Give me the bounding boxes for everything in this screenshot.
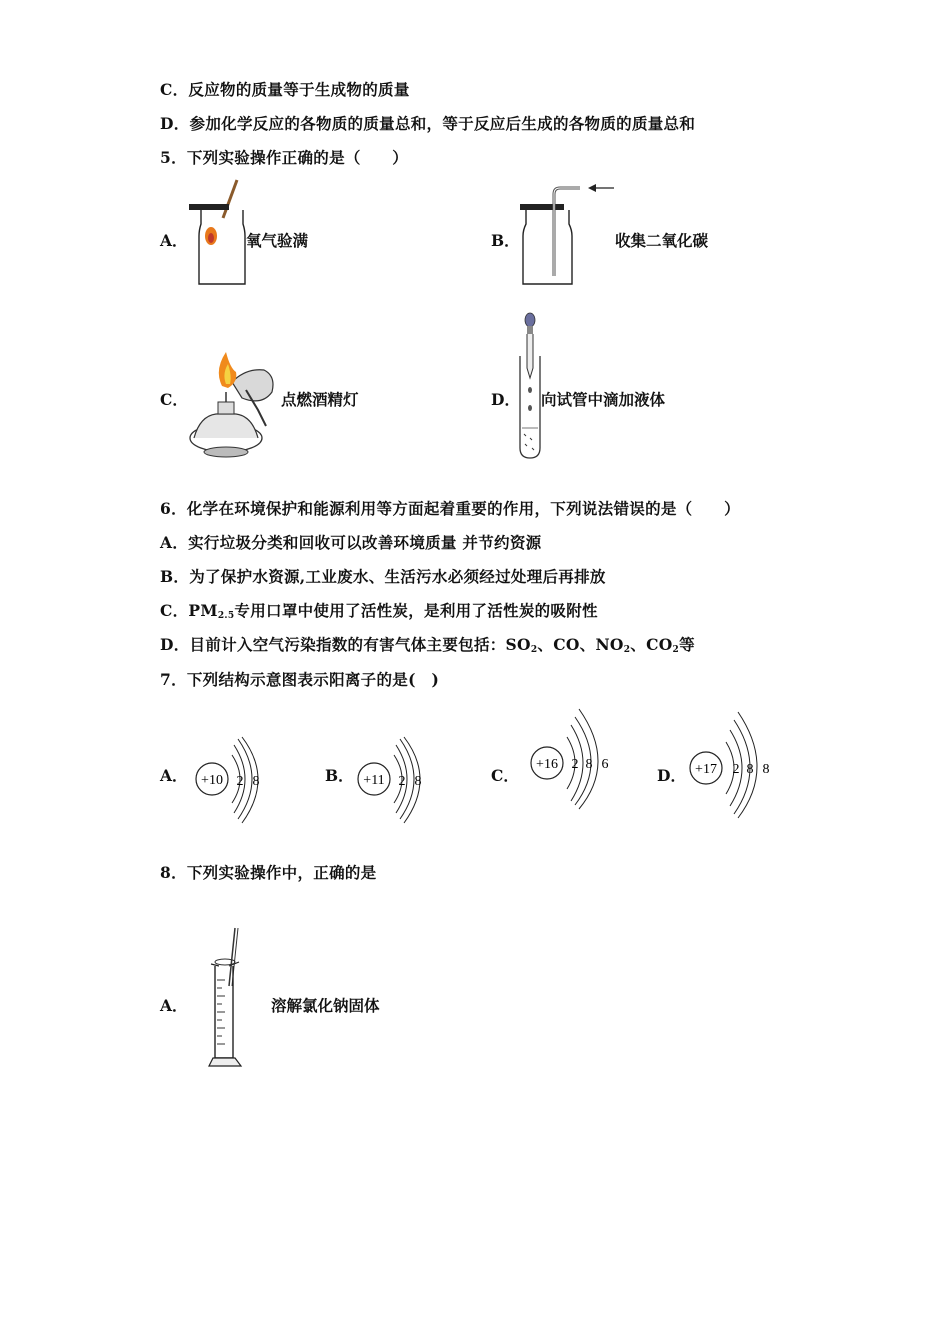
q8-option-a-label: 溶解氯化钠固体 [271,996,380,1015]
graduated-cylinder-icon [205,926,255,1072]
q5-option-a-letter: A． [160,231,188,250]
oxygen-test-bottle-icon [185,178,255,288]
q6-option-d: D．目前计入空气污染指数的有害气体主要包括：$SO_2$、CO、$NO_2$、$CO_2$等 [160,635,695,655]
svg-text:8: 8 [746,762,754,777]
svg-text:8: 8 [585,757,593,772]
svg-text:6: 6 [601,757,609,772]
q4-option-d: D．参加化学反应的各物质的质量总和，等于反应后生成的各物质的质量总和 [160,114,696,133]
q4-option-c: C．反应物的质量等于生成物的质量 [160,80,410,99]
q6-option-b: B．为了保护水资源,工业废水、生活污水必须经过处理后再排放 [160,567,606,586]
svg-text:2: 2 [236,774,244,789]
q7-option-b-letter: B． [325,766,354,785]
nucleus-d: +17 [695,762,717,777]
q5-option-a-label: 氧气验满 [246,231,309,250]
nucleus-c: +16 [536,757,558,772]
q5-option-c-label: 点燃酒精灯 [281,390,359,409]
q7-option-d-letter: D． [657,766,686,785]
atom-structure-c-icon [527,705,627,805]
q5-option-b-label: 收集二氧化碳 [615,231,709,250]
q5-option-d-letter: D． [491,390,520,409]
svg-text:2: 2 [732,762,740,777]
nucleus-b: +11 [363,773,385,788]
q6-option-c: C．$PM_{2.5}$专用口罩中使用了活性炭，是利用了活性炭的吸附性 [160,601,598,621]
nucleus-a: +10 [201,773,223,788]
atom-structure-d-icon [686,710,786,820]
gas-collection-bottle-icon [518,180,618,290]
q5-stem: 5．下列实验操作正确的是（ ） [160,148,409,167]
svg-text:8: 8 [252,774,260,789]
q8-option-a-letter: A． [160,996,188,1015]
svg-text:2: 2 [571,757,579,772]
dropper-test-tube-icon [516,312,546,462]
atom-structure-b-icon [354,735,434,825]
q7-stem: 7．下列结构示意图表示阳离子的是( ) [160,670,440,689]
svg-text:8: 8 [762,762,770,777]
q5-option-b-letter: B． [491,231,520,250]
q7-option-a-letter: A． [160,766,188,785]
q8-stem: 8．下列实验操作中，正确的是 [160,863,377,882]
q5-option-c-letter: C． [160,390,188,409]
q6-stem: 6．化学在环境保护和能源利用等方面起着重要的作用，下列说法错误的是（ ） [160,499,740,518]
svg-text:8: 8 [414,774,422,789]
q7-option-c-letter: C． [491,766,519,785]
q5-option-d-label: 向试管中滴加液体 [541,390,666,409]
alcohol-lamp-lighting-icon [186,350,286,460]
q6-option-a: A．实行垃圾分类和回收可以改善环境质量 并节约资源 [160,533,542,552]
svg-text:2: 2 [398,774,406,789]
atom-structure-a-icon [192,735,272,825]
